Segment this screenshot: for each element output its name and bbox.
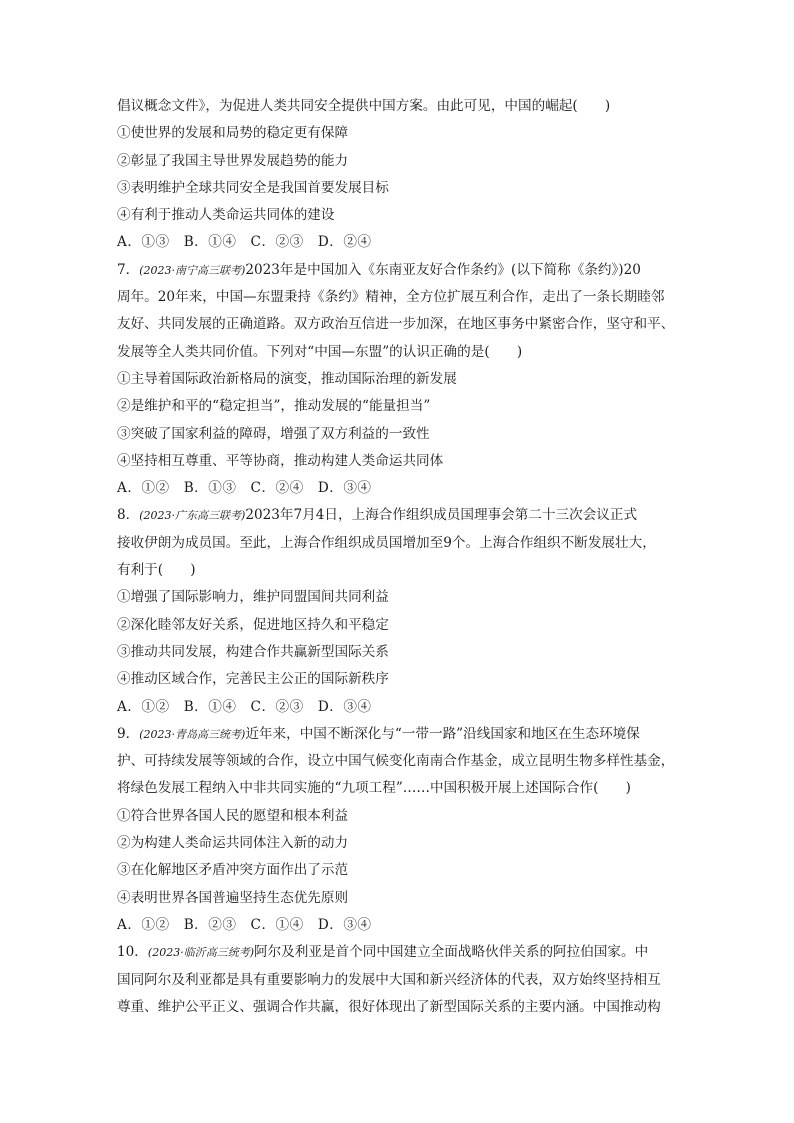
q10-source: (2023·临沂高三统考)	[147, 946, 254, 960]
q7-stem-line	[117, 257, 687, 284]
q9-stem-line: 将绿色发展工程纳入中非共同实施的“九项工程”……中国积极开展上述国际合作( )	[117, 780, 631, 797]
q7-stem-line: 发展等全人类共同价值。下列对“中国—东盟”的认识正确的是( )	[117, 343, 523, 360]
q9-answer-choices: A．①② B．②③ C．①④ D．③④	[117, 916, 372, 933]
q8-source: (2023·广东高三联考)	[139, 509, 246, 523]
q6-option: ③表明维护全球共同安全是我国首要发展目标	[117, 179, 389, 196]
q6-option: ②彰显了我国主导世界发展趋势的能力	[117, 152, 349, 169]
q8-option: ②深化睦邻友好关系，促进地区持久和平稳定	[117, 616, 389, 633]
q7-option: ③突破了国家利益的障碍，增强了双方利益的一致性	[117, 425, 430, 442]
q7-stem-line: 友好、共同发展的正确道路。双方政治互信进一步加深，在地区事务中紧密合作，坚守和平、	[117, 316, 675, 333]
q9-option: ④表明世界各国普遍坚持生态优先原则	[117, 889, 349, 906]
q8-stem-line: 有利于( )	[117, 562, 196, 579]
q7-option: ①主导着国际政治新格局的演变，推动国际治理的新发展	[117, 370, 457, 387]
q10-stem-line: 国同阿尔及利亚都是具有重要影响力的发展中大国和新兴经济体的代表，双方始终坚持相互	[117, 971, 661, 988]
q7-number: 7．	[117, 261, 140, 278]
q7-answer-choices: A．①② B．①③ C．②④ D．③④	[117, 480, 372, 497]
q8-answer-choices: A．①② B．①④ C．②③ D．③④	[117, 698, 372, 715]
q6-stem-line: 倡议概念文件》，为促进人类共同安全提供中国方案。由此可见，中国的崛起( )	[117, 98, 611, 114]
q8-stem-line: 接收伊朗为成员国。至此，上海合作组织成员国增加至9个。上海合作组织不断发展壮大，	[117, 534, 656, 551]
q7-option: ④坚持相互尊重、平等协商，推动构建人类命运共同体	[117, 452, 444, 469]
q6-option: ①使世界的发展和局势的稳定更有保障	[117, 125, 349, 142]
q9-option: ①符合世界各国人民的愿望和根本利益	[117, 807, 349, 824]
q6-answer-choices: A．①③ B．①④ C．②③ D．②④	[117, 234, 372, 251]
q9-number: 9．	[117, 725, 140, 742]
q7-source: (2023·南宁高三联考)	[139, 263, 246, 277]
q7-stem-text: 2023年是中国加入《东南亚友好合作条约》(以下简称《条约》)20	[245, 261, 641, 278]
q9-source: (2023·青岛高三统考)	[139, 727, 246, 741]
q10-number: 10．	[117, 944, 148, 961]
q8-option: ④推动区域合作，完善民主公正的国际新秩序	[117, 671, 389, 688]
q9-option: ②为构建人类命运共同体注入新的动力	[117, 835, 349, 852]
q8-option: ③推动共同发展，构建合作共赢新型国际关系	[117, 643, 389, 660]
document-content	[117, 93, 687, 1021]
q8-stem-line	[117, 502, 687, 529]
q6-option: ④有利于推动人类命运共同体的建设	[117, 207, 335, 224]
q8-number: 8．	[117, 507, 140, 524]
q9-stem-line	[117, 721, 687, 748]
q9-stem-text: 近年来，中国不断深化与“一带一路”沿线国家和地区在生态环境保	[245, 725, 640, 742]
q7-option: ②是维护和平的“稳定担当”，推动发展的“能量担当”	[117, 398, 431, 415]
q7-stem-line: 周年。20年来，中国—东盟秉持《条约》精神，全方位扩展互利合作，走出了一条长期睦邻	[117, 289, 665, 306]
q10-stem-line: 尊重、维护公平正义、强调合作共赢，很好体现出了新型国际关系的主要内涵。中国推动构	[117, 998, 661, 1015]
q10-stem-line	[117, 939, 687, 966]
q10-stem-text: 阿尔及利亚是首个同中国建立全面战略伙伴关系的阿拉伯国家。中	[253, 944, 649, 961]
q9-stem-line: 护、可持续发展等领域的合作，设立中国气候变化南南合作基金，成立昆明生物多样性基金，	[117, 753, 675, 770]
q8-stem-text: 2023年7月4日，上海合作组织成员国理事会第二十三次会议正式	[245, 507, 638, 524]
q9-option: ③在化解地区矛盾冲突方面作出了示范	[117, 862, 349, 879]
q8-option: ①增强了国际影响力，维护同盟国间共同利益	[117, 589, 389, 606]
